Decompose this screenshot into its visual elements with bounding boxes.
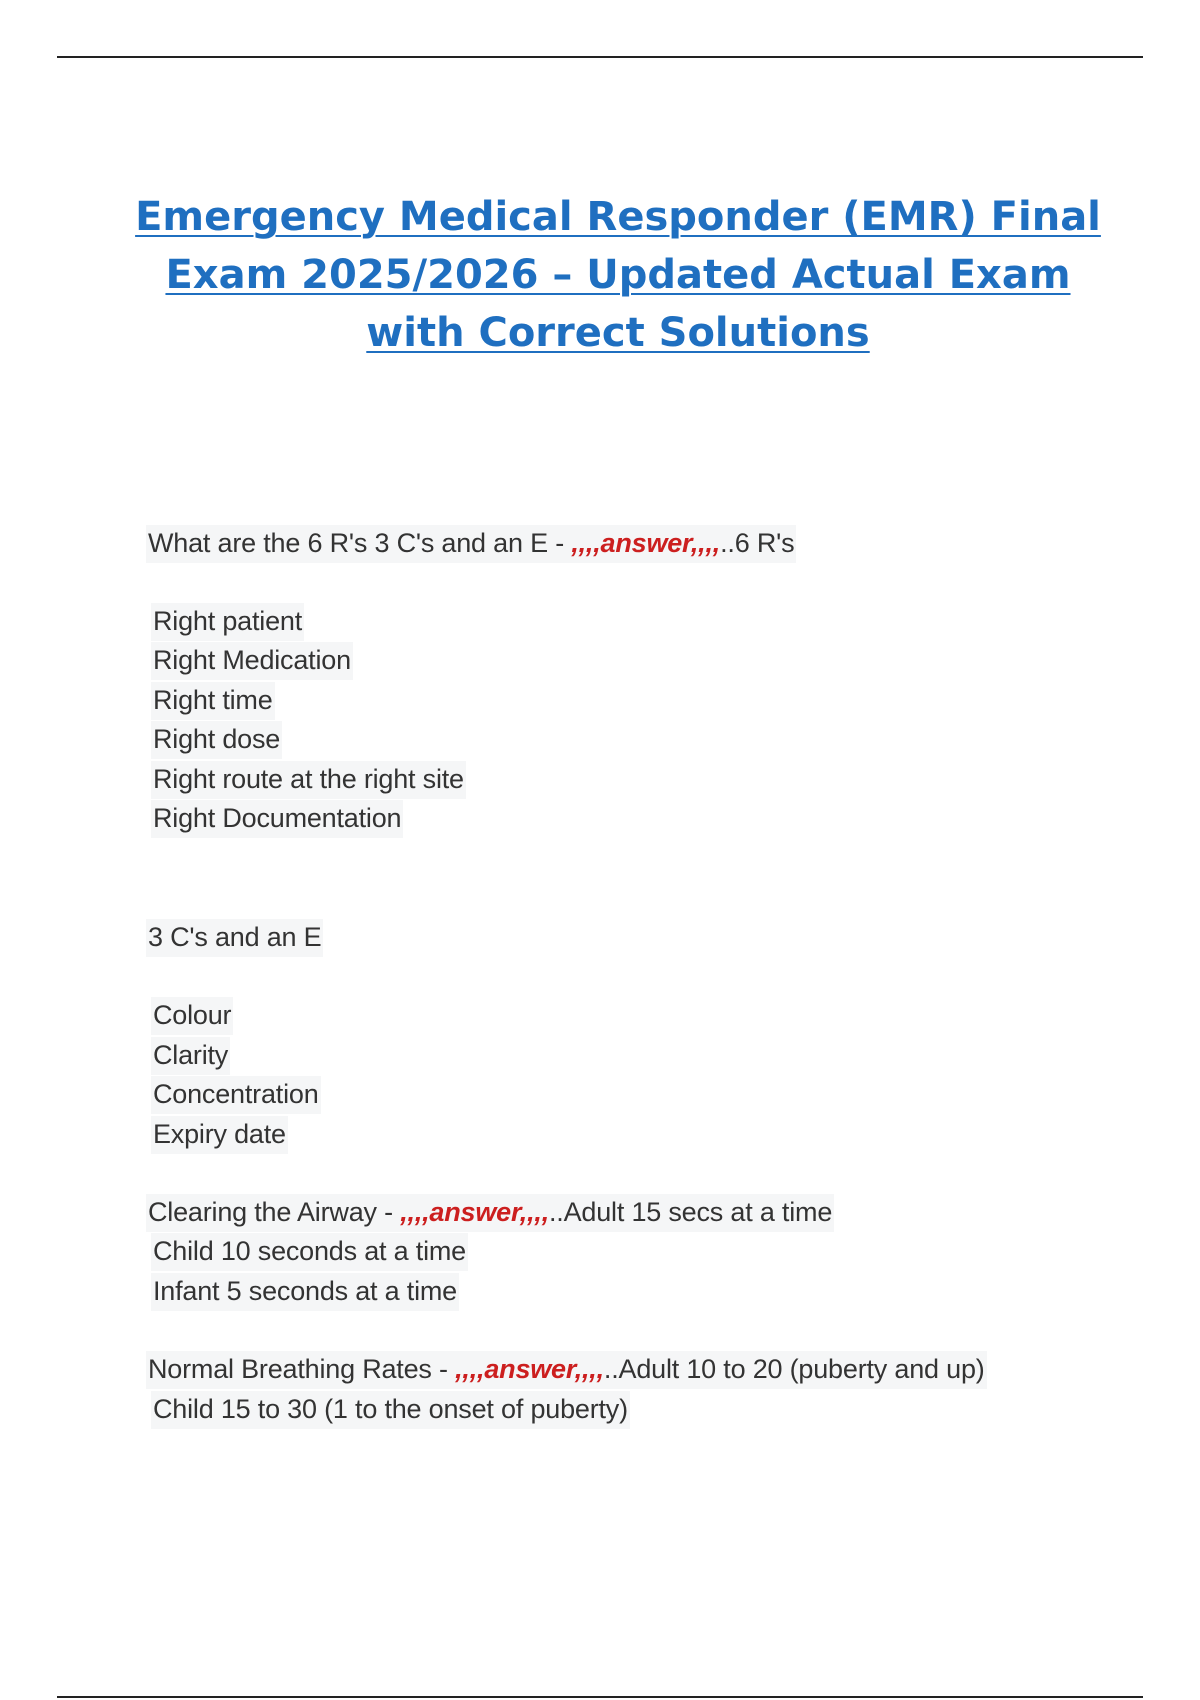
document-title: Emergency Medical Responder (EMR) Final Exam 2025/2026 – Updated Actual Exam with Correct Solutions (135, 194, 1101, 356)
list-item: Right patient (151, 603, 304, 641)
answer-marker: ,,,,answer,,,, (571, 528, 721, 558)
question-6rs (146, 525, 796, 563)
question-text: Clearing the Airway - (148, 1197, 401, 1227)
top-rule (57, 56, 1143, 58)
list-item: Right Medication (151, 642, 353, 680)
bottom-rule (57, 1696, 1143, 1698)
list-item: Right time (151, 682, 275, 720)
answer-text: ..6 R's (720, 528, 795, 558)
answer-text: ..Adult 10 to 20 (puberty and up) (603, 1354, 985, 1384)
answer-marker: ,,,,answer,,,, (400, 1197, 549, 1227)
list-item: Child 10 seconds at a time (151, 1233, 468, 1271)
question-airway (146, 1194, 834, 1232)
list-item: Concentration (151, 1076, 321, 1114)
answer-marker: ,,,,answer,,,, (455, 1354, 604, 1384)
list-item: Clarity (151, 1037, 230, 1075)
c-heading: 3 C's and an E (146, 919, 323, 957)
question-text: What are the 6 R's 3 C's and an E - (148, 528, 572, 558)
question-breathing-rates (146, 1351, 987, 1389)
list-item: Right Documentation (151, 800, 403, 838)
answer-text: ..Adult 15 secs at a time (549, 1197, 833, 1227)
list-item: Infant 5 seconds at a time (151, 1273, 459, 1311)
list-item: Child 15 to 30 (1 to the onset of puberty) (151, 1391, 630, 1429)
list-item: Expiry date (151, 1116, 288, 1154)
list-item: Right route at the right site (151, 761, 466, 799)
list-item: Colour (151, 997, 233, 1035)
question-text: Normal Breathing Rates - (148, 1354, 456, 1384)
list-item: Right dose (151, 721, 282, 759)
